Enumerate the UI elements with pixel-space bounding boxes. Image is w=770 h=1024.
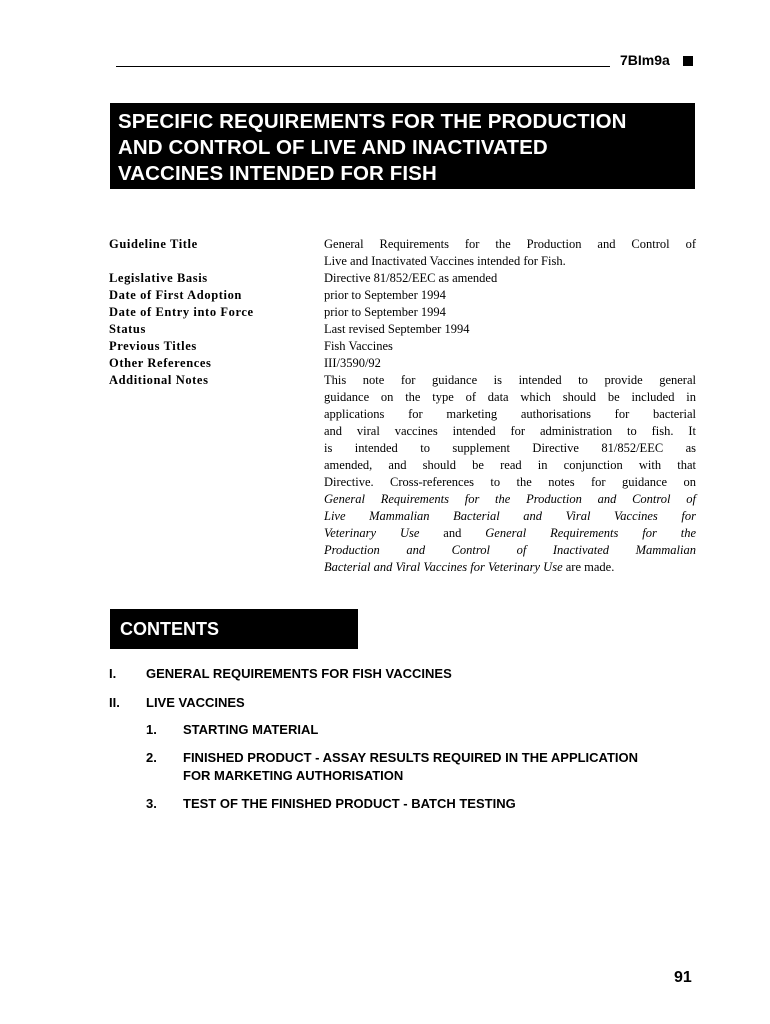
additional-notes-label: Additional Notes <box>109 373 209 387</box>
toc-item-text: GENERAL REQUIREMENTS FOR FISH VACCINES <box>146 666 452 681</box>
toc-item-number: I. <box>109 666 117 681</box>
title-line-1: SPECIFIC REQUIREMENTS FOR THE PRODUCTION <box>118 110 627 133</box>
toc-item-number: II. <box>109 695 120 710</box>
other-references-value: III/3590/92 <box>324 356 381 370</box>
entry-into-force-value: prior to September 1994 <box>324 305 446 319</box>
notes-line: applications for marketing authorisations for bacterial <box>324 407 696 421</box>
notes-line <box>324 491 696 508</box>
notes-italic-reference: Bacterial and Viral Vaccines for Veterinary Use <box>324 560 563 574</box>
notes-italic-reference: General Requirements for the <box>485 526 697 540</box>
notes-italic-reference: Production and Control of Inactivated Mammalian <box>324 543 696 557</box>
notes-italic-reference: General Requirements for the Production and Control of <box>324 492 696 506</box>
title-line-3: VACCINES INTENDED FOR FISH <box>118 162 437 185</box>
notes-line <box>324 508 696 525</box>
toc-subitem-number: 2. <box>146 750 157 765</box>
status-value: Last revised September 1994 <box>324 322 470 336</box>
notes-conjunction: and <box>443 526 462 540</box>
page-number: 91 <box>674 969 692 986</box>
toc-subitem-text: TEST OF THE FINISHED PRODUCT - BATCH TESTING <box>183 796 516 811</box>
title-line-2: AND CONTROL OF LIVE AND INACTIVATED <box>118 136 548 159</box>
toc-subitem-number: 1. <box>146 722 157 737</box>
toc-subitem-text: FINISHED PRODUCT - ASSAY RESULTS REQUIRED IN THE APPLICATION <box>183 750 639 765</box>
first-adoption-value: prior to September 1994 <box>324 288 446 302</box>
first-adoption-label: Date of First Adoption <box>109 288 242 302</box>
toc-subitem-text-continued: FOR MARKETING AUTHORISATION <box>183 768 404 783</box>
guideline-title-value-line-2: Live and Inactivated Vaccines intended for Fish. <box>324 254 566 268</box>
guideline-title-label: Guideline Title <box>109 237 198 251</box>
toc-subitem-text: STARTING MATERIAL <box>183 722 319 737</box>
header-rule <box>116 66 610 67</box>
contents-heading: CONTENTS <box>110 609 358 649</box>
notes-line <box>324 542 696 559</box>
notes-line <box>324 559 696 576</box>
notes-line: guidance on the type of data which should be included in <box>324 390 696 404</box>
status-label: Status <box>109 322 146 336</box>
notes-italic-reference: Live Mammalian Bacterial and Viral Vaccines for <box>324 509 696 523</box>
notes-line: amended, and should be read in conjunction with that <box>324 458 696 472</box>
document-code: 7BIm9a <box>620 52 670 68</box>
guideline-title-value-line-1: General Requirements for the Production and Control of <box>324 237 696 251</box>
notes-italic-reference: Veterinary Use <box>324 526 420 540</box>
notes-line: is intended to supplement Directive 81/852/EEC as <box>324 441 696 455</box>
toc-subitem-number: 3. <box>146 796 157 811</box>
toc-item-text: LIVE VACCINES <box>146 695 245 710</box>
notes-line: and viral vaccines intended for administration to fish. It <box>324 424 696 438</box>
square-bullet-icon <box>683 56 693 66</box>
other-references-label: Other References <box>109 356 212 370</box>
additional-notes-text <box>324 372 696 576</box>
notes-line <box>324 525 696 542</box>
guideline-title-value <box>324 236 696 270</box>
legislative-basis-label: Legislative Basis <box>109 271 208 285</box>
notes-line: This note for guidance is intended to provide general <box>324 373 696 387</box>
previous-titles-label: Previous Titles <box>109 339 197 353</box>
legislative-basis-value: Directive 81/852/EEC as amended <box>324 271 498 285</box>
title-banner <box>110 103 695 189</box>
entry-into-force-label: Date of Entry into Force <box>109 305 254 319</box>
previous-titles-value: Fish Vaccines <box>324 339 393 353</box>
notes-ending: are made. <box>565 560 615 574</box>
notes-line: Directive. Cross-references to the notes for guidance on <box>324 475 696 489</box>
